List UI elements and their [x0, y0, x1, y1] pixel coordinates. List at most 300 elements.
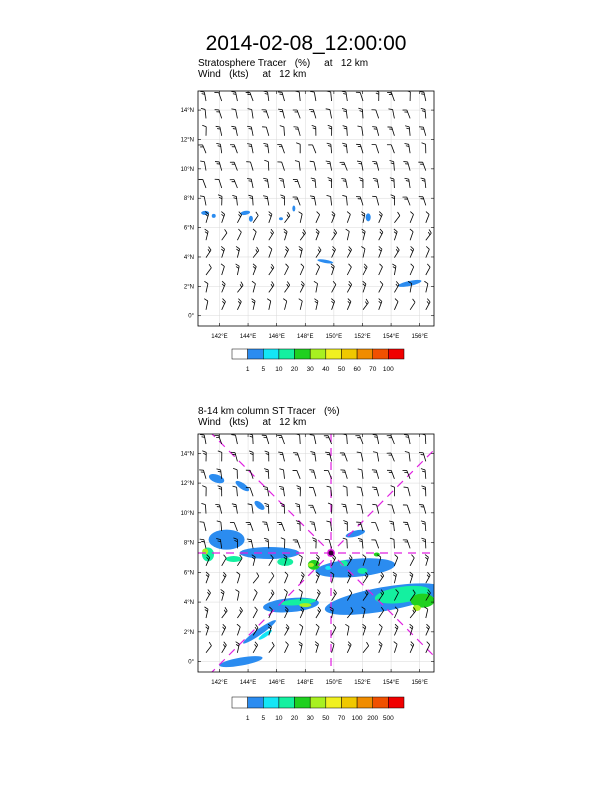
wind-barb	[372, 143, 379, 154]
x-tick-label: 142°E	[211, 680, 228, 686]
wind-barb	[328, 177, 332, 188]
wind-barb	[403, 539, 410, 550]
wind-barb	[387, 469, 394, 480]
wind-barb	[203, 590, 212, 601]
wind-barb	[421, 434, 426, 445]
wind-barb	[311, 178, 316, 189]
wind-barb	[277, 521, 284, 532]
colorbar-label: 5	[261, 366, 266, 373]
colorbar-swatch	[357, 697, 373, 708]
y-tick-label: 6°N	[183, 225, 194, 232]
wind-barb	[359, 264, 367, 275]
tracer-contour	[308, 563, 314, 567]
wind-barb	[421, 468, 426, 479]
wind-barb	[281, 572, 289, 583]
wind-barb	[281, 538, 285, 549]
colorbar-swatch	[310, 697, 326, 708]
wind-barb	[344, 299, 352, 310]
colorbar-swatch	[295, 349, 311, 359]
wind-barb	[344, 264, 352, 275]
wind-barb	[277, 143, 284, 154]
wind-barb	[262, 521, 268, 532]
wind-barb	[356, 195, 363, 206]
x-tick-label: 154°E	[382, 680, 400, 686]
wind-barb	[308, 504, 316, 515]
wind-barb	[203, 642, 213, 653]
wind-barb	[326, 160, 332, 171]
wind-barb	[312, 264, 320, 275]
wind-barb	[328, 590, 337, 601]
y-tick-label: 14°N	[180, 451, 194, 458]
x-tick-label: 146°E	[268, 334, 285, 340]
y-tick-label: 10°N	[180, 166, 194, 173]
colorbar-swatch	[248, 349, 264, 359]
tracer-contour	[253, 499, 266, 511]
wind-barb	[297, 572, 305, 583]
wind-barb	[295, 503, 300, 514]
wind-barb	[312, 212, 320, 223]
wind-barb	[326, 521, 331, 532]
x-tick-label: 152°E	[354, 680, 371, 686]
wind-barb	[281, 624, 290, 635]
tracer-contour	[249, 216, 253, 222]
wind-barb	[343, 624, 349, 635]
wind-barb	[310, 195, 316, 206]
wind-barb	[407, 555, 415, 566]
wind-barb	[218, 212, 225, 223]
colorbar-swatch	[310, 349, 326, 359]
y-tick-label: 12°N	[180, 481, 194, 488]
wind-barb	[265, 212, 272, 223]
wind-barb	[200, 195, 206, 206]
wind-barb	[281, 299, 287, 310]
colorbar-swatch	[357, 349, 373, 359]
wind-barb	[403, 504, 410, 515]
wind-barb	[278, 451, 284, 462]
wind-barb	[309, 486, 316, 497]
wind-barb	[422, 555, 429, 566]
wind-barb	[249, 434, 254, 445]
wind-barb	[328, 281, 337, 292]
wind-barb	[313, 607, 322, 618]
wind-barb	[310, 434, 316, 445]
colorbar-swatch	[326, 697, 342, 708]
wind-barb	[214, 91, 221, 102]
wind-barb	[359, 281, 366, 292]
wind-barb	[293, 196, 301, 207]
wind-barb	[281, 212, 290, 223]
colorbar-swatch	[279, 697, 295, 708]
x-tick-label: 148°E	[297, 680, 314, 686]
wind-barb	[218, 589, 225, 600]
wind-barb	[202, 486, 206, 497]
wind-barb	[419, 126, 426, 137]
wind-barb	[391, 624, 399, 635]
panel-2-subtitle: 8-14 km column ST Tracer (%)	[198, 406, 340, 417]
wind-barb	[262, 434, 269, 445]
y-tick-label: 14°N	[180, 108, 194, 115]
wind-barb	[419, 451, 426, 462]
wind-barb	[373, 451, 379, 462]
wind-barb	[342, 195, 347, 206]
wind-barb	[357, 486, 363, 497]
colorbar-label: 70	[369, 366, 377, 373]
wind-barb	[422, 281, 428, 292]
wind-barb	[310, 91, 316, 102]
wind-barb	[404, 486, 411, 497]
wind-barb	[405, 178, 411, 189]
wind-barb	[357, 125, 363, 136]
wind-barb	[249, 299, 255, 310]
colorbar-label: 30	[306, 366, 314, 373]
wind-barb	[372, 126, 378, 137]
wind-barb	[309, 469, 316, 480]
colorbar-label: 500	[382, 715, 394, 722]
colorbar-swatch	[263, 349, 279, 359]
wind-barb	[391, 642, 398, 653]
colorbar-swatch	[232, 349, 248, 359]
tracer-contour	[292, 206, 295, 212]
wind-barb	[201, 108, 206, 119]
wind-barb	[328, 229, 337, 240]
wind-barb	[199, 178, 206, 189]
wind-barb	[328, 624, 337, 635]
tracer-contour	[202, 549, 208, 555]
tracer-contour	[212, 214, 216, 218]
colorbar-label: 40	[322, 366, 330, 373]
wind-barb	[343, 486, 347, 497]
wind-barb	[266, 642, 276, 653]
wind-barb	[390, 538, 394, 549]
wind-barb	[216, 143, 221, 154]
y-tick-label: 2°N	[183, 284, 194, 291]
wind-barb	[296, 143, 300, 154]
wind-barb	[295, 91, 300, 102]
wind-barb	[279, 178, 285, 189]
tracer-contour	[209, 530, 245, 550]
x-tick-label: 150°E	[325, 334, 343, 340]
wind-barb	[375, 90, 379, 101]
wind-barb	[202, 607, 208, 618]
wind-barb	[249, 281, 256, 292]
wind-barb	[296, 434, 301, 445]
wind-barb	[296, 299, 302, 310]
wind-barb	[248, 503, 254, 514]
wind-barb	[265, 229, 274, 240]
wind-barb	[248, 195, 253, 206]
panel-1-subtitle: Stratosphere Tracer (%) at 12 km	[198, 58, 369, 69]
wind-barb	[263, 178, 269, 189]
wind-barb	[297, 281, 305, 292]
wind-barb	[250, 247, 260, 258]
colorbar-swatch	[248, 697, 264, 708]
wind-barb	[404, 143, 410, 154]
wind-barb	[391, 229, 398, 240]
panel-2-wind-label: Wind (kts) at 12 km	[198, 417, 307, 428]
crosshair-diagonal	[31, 253, 612, 792]
wind-barb	[264, 160, 268, 171]
wind-barb	[231, 91, 237, 102]
wind-barb	[344, 212, 351, 223]
wind-barb	[296, 521, 300, 532]
wind-barb	[403, 521, 410, 532]
map-panel-2	[31, 253, 612, 792]
wind-barb	[218, 246, 225, 257]
wind-barb	[263, 91, 268, 102]
wind-barb	[343, 125, 348, 136]
wind-barb	[203, 264, 212, 275]
wind-barb	[280, 125, 285, 136]
wind-barb	[403, 160, 410, 171]
tracer-contour	[299, 603, 311, 607]
wind-barb	[233, 486, 238, 497]
wind-barb	[218, 451, 222, 462]
wind-barb	[233, 590, 239, 601]
y-tick-label: 8°N	[183, 196, 194, 203]
wind-barb	[232, 503, 238, 514]
wind-barb	[342, 108, 347, 119]
wind-barb	[356, 91, 363, 102]
wind-barb	[230, 161, 237, 172]
wind-barb	[233, 264, 239, 275]
wind-barb	[265, 451, 269, 462]
wind-barb	[407, 299, 416, 310]
wind-barb	[344, 281, 353, 292]
wind-barb	[215, 160, 222, 171]
wind-barb	[422, 572, 431, 583]
colorbar-swatch	[373, 349, 389, 359]
wind-barb	[200, 160, 206, 171]
wind-barb	[281, 264, 289, 275]
wind-barb	[202, 572, 209, 583]
wind-barb	[312, 299, 318, 310]
wind-barb	[249, 229, 256, 240]
wind-barb	[295, 160, 300, 171]
wind-barb	[421, 108, 426, 119]
colorbar-label: 50	[322, 715, 330, 722]
wind-barb	[296, 246, 302, 257]
wind-barb	[200, 521, 206, 532]
wind-barb	[214, 434, 221, 445]
wind-barb	[234, 229, 242, 240]
wind-barb	[246, 469, 253, 480]
wind-barb	[266, 282, 275, 293]
wind-barb	[405, 451, 410, 462]
wind-barb	[360, 299, 369, 310]
wind-barb	[312, 281, 318, 292]
wind-barb	[373, 434, 379, 445]
wind-barb	[406, 212, 414, 223]
wind-barb	[246, 161, 253, 172]
wind-barb	[281, 229, 288, 240]
y-tick-label: 0°	[188, 659, 194, 666]
wind-barb	[421, 486, 425, 497]
wind-barb	[297, 264, 305, 275]
wind-barb	[340, 161, 348, 172]
wind-barb	[200, 91, 206, 102]
colorbar-label: 1	[245, 715, 250, 722]
wind-barb	[278, 91, 285, 102]
wind-barb	[293, 469, 301, 480]
wind-barb	[391, 212, 401, 223]
y-tick-label: 4°N	[183, 254, 194, 261]
wind-barb	[328, 212, 336, 223]
wind-barb	[359, 212, 365, 223]
wind-barb	[422, 143, 426, 154]
wind-barb	[198, 143, 206, 154]
y-tick-label: 6°N	[183, 570, 194, 577]
wind-barb	[218, 264, 225, 275]
colorbar-swatch	[341, 349, 357, 359]
wind-barb	[263, 195, 269, 206]
wind-barb	[203, 247, 212, 258]
wind-barb	[360, 642, 370, 653]
tracer-contour	[226, 556, 242, 562]
wind-barb	[342, 143, 347, 154]
wind-barb	[250, 642, 259, 653]
wind-barb	[234, 624, 241, 635]
wind-barb	[359, 246, 365, 257]
wind-barb	[279, 468, 284, 479]
wind-barb	[391, 247, 400, 258]
colorbar-label: 200	[367, 715, 379, 722]
wind-barb	[328, 246, 336, 257]
colorbar-label: 10	[275, 715, 283, 722]
wind-barb	[422, 246, 430, 257]
wind-barb	[266, 264, 275, 275]
colorbar-label: 10	[275, 366, 283, 373]
wind-barb	[202, 451, 206, 462]
wind-barb	[406, 572, 413, 583]
wind-barb	[356, 143, 363, 154]
wind-barb	[266, 590, 275, 601]
wind-barb	[280, 195, 284, 206]
wind-barb	[340, 469, 347, 480]
x-tick-label: 144°E	[239, 680, 257, 686]
wind-barb	[249, 264, 256, 275]
wind-barb	[406, 264, 414, 275]
wind-barb	[281, 642, 289, 653]
wind-barb	[266, 572, 275, 583]
wind-barb	[312, 624, 320, 635]
x-tick-label: 156°E	[411, 680, 428, 686]
colorbar-swatch	[279, 349, 295, 359]
tracer-contour	[219, 654, 264, 670]
wind-barb	[312, 229, 320, 240]
colorbar-swatch	[295, 697, 311, 708]
wind-barb	[421, 538, 425, 549]
colorbar-swatch	[388, 697, 404, 708]
wind-barb	[422, 264, 431, 275]
wind-barb	[389, 521, 394, 532]
wind-barb	[359, 624, 366, 635]
wind-barb	[355, 434, 363, 445]
wind-barb	[390, 160, 395, 171]
wind-barb	[233, 642, 239, 653]
wind-barb	[281, 246, 289, 257]
wind-barb	[422, 607, 428, 618]
x-tick-label: 144°E	[239, 334, 257, 340]
wind-barb	[327, 143, 332, 154]
wind-barb	[246, 521, 253, 532]
wind-barb	[405, 125, 410, 136]
wind-barb	[231, 126, 237, 137]
wind-barb	[403, 196, 411, 207]
colorbar-swatch	[326, 349, 342, 359]
wind-barb	[387, 91, 394, 102]
wind-barb	[263, 486, 269, 497]
wind-barb	[250, 573, 260, 584]
wind-barb	[310, 521, 316, 532]
wind-barb	[372, 469, 379, 480]
wind-barb	[249, 451, 253, 462]
colorbar-label: 5	[261, 715, 266, 722]
wind-barb	[358, 468, 363, 479]
y-tick-label: 0°	[188, 313, 194, 320]
wind-barb	[232, 195, 237, 206]
wind-barb	[277, 161, 284, 172]
wind-barb	[233, 468, 237, 479]
wind-barb	[310, 160, 316, 171]
wind-barb	[296, 486, 300, 497]
colorbar-label: 20	[290, 715, 299, 722]
y-tick-label: 4°N	[183, 600, 194, 607]
colorbar-swatch	[388, 349, 404, 359]
wind-barb	[262, 126, 269, 137]
tracer-contour	[325, 566, 331, 570]
wind-barb	[234, 572, 241, 583]
wind-barb	[423, 229, 433, 240]
wind-barb	[343, 229, 349, 240]
x-tick-label: 150°E	[325, 680, 343, 686]
crosshair-diagonal	[31, 253, 612, 792]
wind-barb	[344, 246, 353, 257]
wind-barb	[357, 451, 363, 462]
tracer-contour	[279, 217, 283, 220]
wind-barb	[264, 503, 268, 514]
wind-barb	[421, 178, 426, 189]
wind-barb	[391, 299, 399, 310]
colorbar-swatch	[263, 697, 279, 708]
wind-barb	[387, 143, 394, 154]
main-title: 2014-02-08_12:00:00	[205, 32, 407, 55]
wind-barb	[293, 178, 300, 189]
x-tick-label: 156°E	[411, 334, 428, 340]
wind-barb	[200, 434, 206, 445]
wind-barb	[371, 521, 378, 532]
colorbar-label: 30	[306, 715, 314, 722]
wind-barb	[264, 468, 269, 479]
wind-barb	[406, 90, 410, 101]
wind-barb	[372, 486, 379, 497]
wind-barb	[248, 108, 254, 119]
y-tick-label: 10°N	[180, 510, 194, 517]
wind-barb	[327, 91, 332, 102]
y-tick-label: 8°N	[183, 540, 194, 547]
wind-barb	[375, 624, 383, 635]
wind-barb	[234, 607, 243, 618]
colorbar-swatch	[373, 697, 389, 708]
tracer-contour	[366, 213, 371, 221]
wind-barb	[420, 91, 426, 102]
wind-barb	[231, 434, 237, 445]
wind-barb	[357, 160, 363, 171]
x-tick-label: 152°E	[354, 334, 371, 340]
wind-barb	[387, 434, 395, 445]
wind-barb	[313, 247, 322, 258]
wind-barb	[404, 434, 410, 445]
panel-1-wind-label: Wind (kts) at 12 km	[198, 69, 307, 80]
